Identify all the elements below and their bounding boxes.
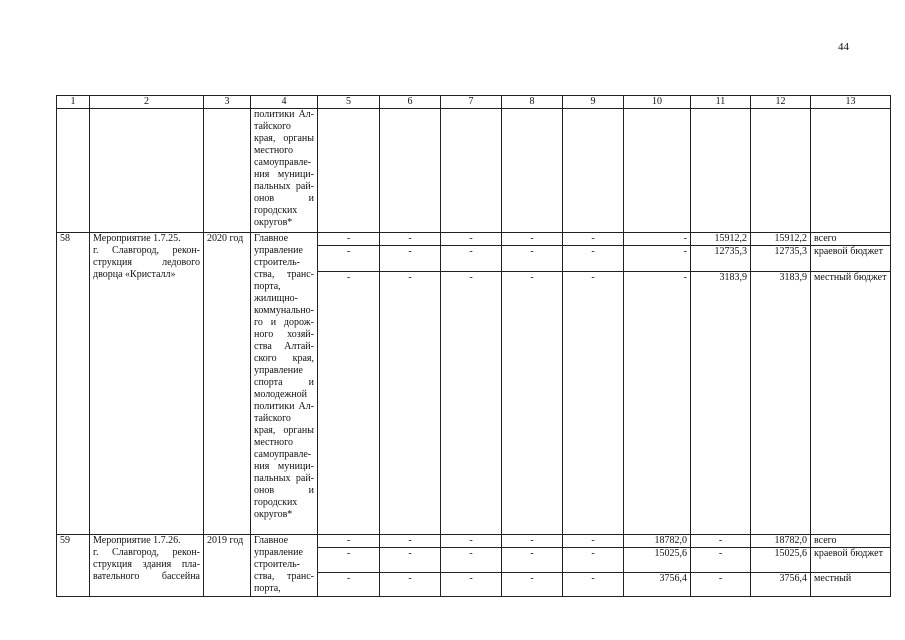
value-cell: - (563, 535, 624, 548)
value-cell: - (318, 272, 380, 535)
value-cell: 18782,0 (751, 535, 811, 548)
executor-cell: Главное управление строитель- ства, транс- порта, (251, 535, 318, 597)
value-cell: 15025,6 (624, 548, 691, 573)
value-cell: - (502, 548, 563, 573)
value-cell: - (380, 233, 441, 246)
value-cell: 12735,3 (691, 246, 751, 272)
column-header: 2 (90, 96, 204, 109)
source-cell: всего (811, 535, 891, 548)
year-cell: 2019 год (204, 535, 251, 597)
value-cell: - (380, 246, 441, 272)
table-row (57, 535, 891, 548)
value-cell: - (380, 535, 441, 548)
value-cell: - (318, 233, 380, 246)
value-cell: - (318, 535, 380, 548)
value-cell: - (624, 272, 691, 535)
value-cell: - (502, 246, 563, 272)
value-cell: - (563, 548, 624, 573)
value-cell: - (318, 246, 380, 272)
value-cell: - (624, 246, 691, 272)
column-header: 12 (751, 96, 811, 109)
executor-cell: политики Ал- тайского края, органы местного самоуправле- ния муници- пальных рай- онов и городских округов* (251, 109, 318, 233)
value-cell: 12735,3 (751, 246, 811, 272)
value-cell: - (563, 233, 624, 246)
value-cell: 3756,4 (751, 573, 811, 597)
value-cell: - (380, 548, 441, 573)
value-cell: 18782,0 (624, 535, 691, 548)
value-cell: 3183,9 (751, 272, 811, 535)
source-cell: местный (811, 573, 891, 597)
event-cell: Мероприятие 1.7.26. г. Славгород, рекон- струкция здания пла- вательного бассейна (90, 535, 204, 597)
page-number: 44 (838, 41, 849, 53)
header-row (57, 96, 891, 109)
budget-table (56, 95, 891, 597)
value-cell: - (502, 233, 563, 246)
year-cell: 2020 год (204, 233, 251, 535)
column-header: 3 (204, 96, 251, 109)
row-number: 58 (57, 233, 90, 535)
table-row (57, 233, 891, 246)
source-cell: краевой бюджет (811, 246, 891, 272)
value-cell: - (318, 548, 380, 573)
value-cell: - (441, 272, 502, 535)
source-cell: местный бюджет (811, 272, 891, 535)
value-cell: 15912,2 (751, 233, 811, 246)
column-header: 13 (811, 96, 891, 109)
value-cell: - (441, 573, 502, 597)
value-cell: - (318, 573, 380, 597)
value-cell: - (502, 272, 563, 535)
continuation-row (57, 109, 891, 233)
value-cell: - (563, 573, 624, 597)
executor-cell: Главное управление строитель- ства, транс- порта, жилищно- коммунально- го и дорож- ного хозяй- ства Алтай- ского края, управление спорта и молодежной политики Ал- тайского края, органы местного самоуправле- ния муници- пальных рай- онов и городских округов* (251, 233, 318, 535)
value-cell: - (441, 246, 502, 272)
column-header: 8 (502, 96, 563, 109)
value-cell: - (691, 573, 751, 597)
value-cell: - (502, 535, 563, 548)
value-cell: - (380, 272, 441, 535)
column-header: 11 (691, 96, 751, 109)
source-cell: всего (811, 233, 891, 246)
value-cell: - (441, 535, 502, 548)
column-header: 5 (318, 96, 380, 109)
source-cell: краевой бюджет (811, 548, 891, 573)
value-cell: 3183,9 (691, 272, 751, 535)
event-cell: Мероприятие 1.7.25. г. Славгород, рекон- струкция ледового дворца «Кристалл» (90, 233, 204, 535)
value-cell: 15025,6 (751, 548, 811, 573)
column-header: 7 (441, 96, 502, 109)
column-header: 10 (624, 96, 691, 109)
value-cell: - (502, 573, 563, 597)
column-header: 4 (251, 96, 318, 109)
value-cell: - (563, 246, 624, 272)
value-cell: - (441, 233, 502, 246)
value-cell: - (563, 272, 624, 535)
value-cell: 15912,2 (691, 233, 751, 246)
value-cell: - (691, 548, 751, 573)
row-number: 59 (57, 535, 90, 597)
value-cell: - (691, 535, 751, 548)
value-cell: - (624, 233, 691, 246)
column-header: 1 (57, 96, 90, 109)
value-cell: - (441, 548, 502, 573)
column-header: 6 (380, 96, 441, 109)
value-cell: 3756,4 (624, 573, 691, 597)
column-header: 9 (563, 96, 624, 109)
value-cell: - (380, 573, 441, 597)
